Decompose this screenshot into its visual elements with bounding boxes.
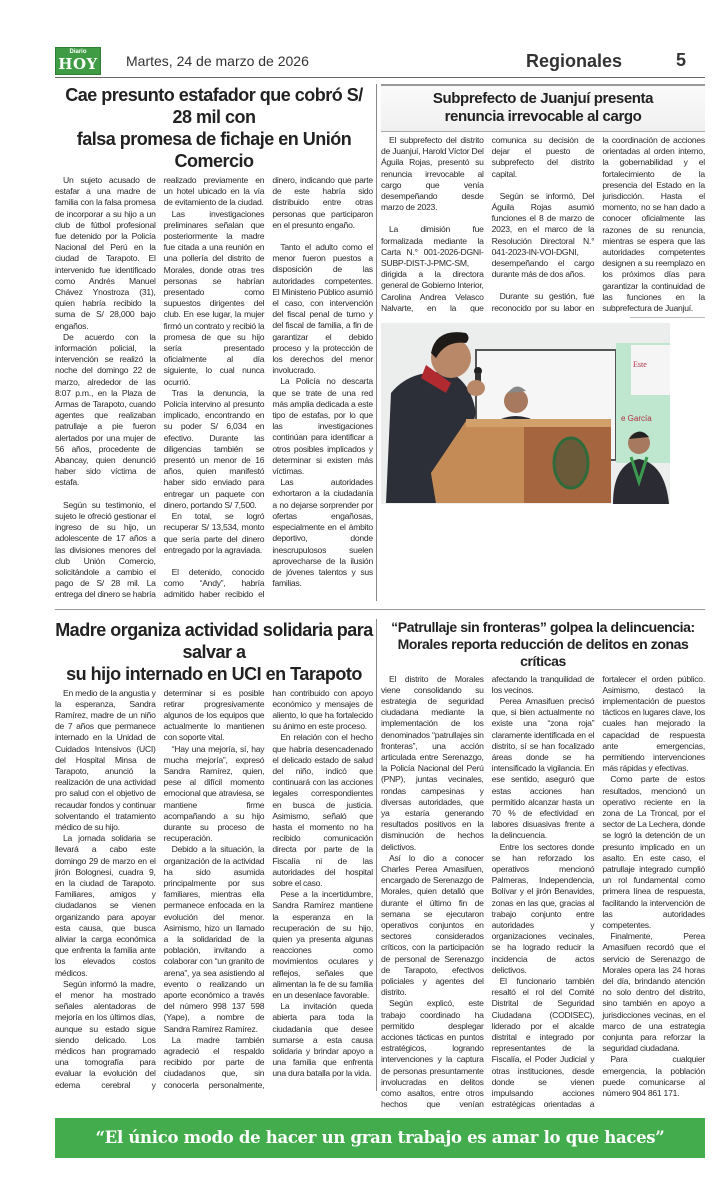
- logo-big-text: HOY: [58, 55, 98, 73]
- article-paragraph: Para cualquier emergencia, la población puede comunicarse al número 904 861 171.: [602, 1054, 705, 1099]
- logo-small-text: Diario: [69, 49, 87, 55]
- article-paragraph: El detenido, conocido como “Andy”, habría admitido haber recibido el dinero, indicando que parte de este habría sido distribuido entre otras personas que participaron en el presunto engaño.: [163, 175, 373, 600]
- quote-banner: “El único modo de hacer un gran trabajo es amar lo que haces”: [55, 1118, 705, 1158]
- article-paragraph: En total, se logró recuperar S/ 13,534, monto que sería parte del dinero entregado por la agraviada.: [163, 511, 265, 555]
- article-patrullaje: [377, 619, 705, 1111]
- article-paragraph: Las investigaciones preliminares señalan que posteriormente la madre fue citada a una reunión en una pollería del distrito de Morales, donde otras tres personas se habrían presentado como supuestos dirigentes del club. En ese lugar, la mujer firmó un contrato y recibió la promesa de que su hijo sería presentado oficialmente al día siguiente, lo cual nunca ocurrió.: [163, 208, 265, 387]
- headline-line: Subprefecto de Juanjuí presenta: [432, 90, 654, 107]
- article-paragraph: Según su testimonio, el sujeto le ofreció gestionar el ingreso de su hijo, un adolescente de 17 años a las divisiones menores del club Unión Comercio, solicitándole a cambio el pago de S/ 28 mil. La entrega del dinero se habría realizado previamente en un hotel ubicado en la vía de evitamiento de la ciudad.: [55, 175, 265, 600]
- section-divider: [55, 609, 705, 610]
- backdrop-text: e García: [621, 414, 652, 424]
- article-paragraph: Entre los sectores donde se han reforzado los operativos mencionó Palmeras, Independencia, Bolívar y el jirón Benavides, zonas en las que, gracias al trabajo conjunto entre autoridades y organizaciones vecinales, se ha logrado reducir la incidencia de actos delictivos.: [491, 841, 595, 975]
- article-body-subprefecto: [381, 135, 705, 314]
- article-body-patrullaje: [381, 674, 705, 1111]
- article-paragraph: Debido a la situación, la organización de la actividad ha sido asumida principalmente por sus familiares, mientras ella permanece enfocada en la evolución del menor. Asimismo, hizo un llamado a la solidaridad de la población, invitando a colaborar con “un granito de arena”, ya sea asistiendo al evento o realizando un aporte económico a través del número 998 137 598 (Yape), a nombre de Sandra Ramírez Ramírez.: [163, 844, 265, 1034]
- top-row: [55, 84, 705, 601]
- issue-date: Martes, 24 de marzo de 2026: [126, 53, 309, 69]
- headline-line: Madre organiza actividad solidaria para salvar a: [55, 619, 373, 662]
- article-paragraph: Según informó la madre, el menor ha mostrado señales alentadoras de mejoría en los últimos días, aunque su estado sigue siendo delicado. Los médicos han programado una tomografía para evaluar la evolución del edema cerebral y determinar si es posible retirar progresivamente algunos de los equipos que actualmente lo mantienen con soporte vital.: [55, 687, 265, 1090]
- article-paragraph: La invitación queda abierta para toda la ciudadanía que desee sumarse a esta causa solidaria y brindar apoyo a una familia que enfrenta una dura batalla por la vida.: [272, 1001, 373, 1079]
- article-headline: [55, 84, 373, 172]
- headline-line: su hijo internado en UCI en Tarapoto: [66, 663, 362, 684]
- article-paragraph: La dimisión fue formalizada mediante la Carta N.° 001-2026-DGNI-SUBP-DIST-J-PMC-SM, dirigida a la directora general de Gobierno Interior, Carolina Andrea Velasco Nalvarte, en la que comunica su decisión de dejar el puesto de subprefecto del distrito capital.: [381, 135, 595, 313]
- article-paragraph: El distrito de Morales viene consolidando su estrategia de seguridad ciudadana mediante la implementación de los denominados “patrullajes sin fronteras”, una acción articulada entre Serenazgo, la Policía Nacional del Perú (PNP), juntas vecinales, rondas campesinas y diversas autoridades, que ya estaría generando resultados positivos en la disminución de hechos delictivos.: [381, 673, 484, 852]
- backdrop-text: Este: [633, 360, 647, 370]
- photo-subprefecto-speech: [381, 323, 670, 504]
- article-paragraph: La jornada solidaria se llevará a cabo este domingo 29 de marzo en el jirón Bolognesi, cuadra 9, en la ciudad de Tarapoto. Familiares, amigos y ciudadanos se vienen organizando para apoyar esta causa, que busca aliviar la carga económica que enfrenta la familia ante los elevados costos médicos.: [55, 833, 156, 978]
- article-paragraph: Según se informó, Del Águila Rojas asumió funciones el 8 de marzo de 2023, en el marco de la Resolución Directoral N.° 041-2023-IN-VOI-DGNI, desempeñando el cargo durante más de dos años.: [491, 190, 595, 280]
- article-headline: [381, 84, 705, 132]
- article-paragraph: El funcionario también resaltó el rol del Comité Distrital de Seguridad Ciudadana (CODISEC), liderado por el alcalde distrital e integrado por representantes de la Fiscalía, el Poder Judicial y otras instituciones, desde donde se vienen impulsando acciones estratégicas orientadas a fortalecer el orden público. Asimismo, destacó la implementación de puestos tácticos en lugares clave, los cuales han mejorado la capacidad de respuesta ante emergencias, permitiendo intervenciones más rápidas y efectivas.: [491, 673, 705, 1110]
- headline-line: “Patrullaje sin fronteras” golpea la delincuencia:: [391, 618, 695, 635]
- article-paragraph: Perea Amasifuen precisó que, si bien actualmente no existe una “zona roja” claramente identificada en el distrito, sí se han focalizado áreas donde se ha intensificado la vigilancia. En ese sentido, aseguró que estas acciones han permitido alcanzar hasta un 70 % de efectividad en labores disuasivas frente a la delincuencia.: [491, 695, 595, 841]
- article-paragraph: “Hay una mejoría, sí, hay mucha mejoría”, expresó Sandra Ramírez, quien, pese al difícil momento emocional que atraviesa, se mantiene firme acompañando a su hijo durante su proceso de recuperación.: [163, 743, 265, 844]
- article-subprefecto: [377, 84, 705, 504]
- headline-line: Cae presunto estafador que cobró S/ 28 mil con: [65, 85, 363, 127]
- article-headline: [55, 619, 373, 685]
- article-body-estafador: [55, 175, 373, 601]
- article-paragraph: El subprefecto del distrito de Juanjuí, Harold Víctor Del Águila Rojas, presentó su renuncia irrevocable al cargo que venía desempeñando desde marzo de 2023.: [381, 135, 484, 213]
- article-paragraph: Pese a la incertidumbre, Sandra Ramírez mantiene la esperanza en la recuperación de su hijo, quien ya presenta algunas reacciones como movimientos oculares y reflejos, señales que alimentan la fe de su familia en un desenlace favorable.: [272, 889, 373, 1000]
- photo-illustration: [381, 323, 670, 504]
- diario-hoy-logo: [55, 47, 101, 75]
- article-estafador: [55, 84, 377, 601]
- article-paragraph: Durante su gestión, fue reconocido por su labor en la coordinación de acciones orientadas al orden interno, la gobernabilidad y el fortalecimiento de la presencia del Estado en la jurisdicción. Hasta el momento, no se han dado a conocer oficialmente las razones de su renuncia, mientras se espera que las autoridades competentes designen a su reemplazo en los próximos días para garantizar la continuidad de las funciones en la subprefectura de Juanjuí.: [491, 135, 705, 314]
- masthead: [55, 47, 705, 78]
- article-paragraph: La Policía no descarta que se trate de una red más amplia dedicada a este tipo de estafas, por lo que las investigaciones continúan para identificar a otros posibles implicados y determinar si existen más víctimas.: [272, 376, 373, 477]
- article-paragraph: En medio de la angustia y la esperanza, Sandra Ramírez, madre de un niño de 7 años que permanece internado en la Unidad de Cuidados Intensivos (UCI) del Hospital Minsa de Tarapoto, anunció la realización de una actividad pro salud con el objetivo de recaudar fondos y continuar solventando el tratamiento médico de su hijo.: [55, 687, 156, 832]
- article-paragraph: Tras la denuncia, la Policía intervino al presunto implicado, encontrando en su poder S/ 6,034 en efectivo. Durante las diligencias también se presentó un menor de 16 años, quien manifestó haber sido enviado para entregar un paquete con dinero, portando S/ 7,500.: [163, 387, 265, 510]
- section-title: Regionales: [526, 51, 623, 71]
- headline-line: falsa promesa de fichaje en Unión Comercio: [76, 129, 352, 171]
- article-madre: [55, 619, 377, 1091]
- article-paragraph: Finalmente, Perea Amasifuen recordó que el servicio de Serenazgo de Morales opera las 24 horas del día, brindando atención no solo dentro del distrito, sino también en apoyo a jurisdicciones vecinas, en el marco de una estrategia conjunta para reforzar la seguridad ciudadana.: [602, 931, 705, 1054]
- article-paragraph: Como parte de estos resultados, mencionó un operativo reciente en la zona de La Troncal, por el sector de La Lechera, donde se logró la detención de un presunto implicado en un asalto. En este caso, el patrullaje integrado cumplió un rol fundamental como primera línea de respuesta, facilitando la intervención de las autoridades competentes.: [602, 774, 705, 930]
- headline-line: renuncia irrevocable al cargo: [444, 108, 642, 125]
- column-end-rule: [630, 317, 705, 318]
- article-paragraph: Un sujeto acusado de estafar a una madre de familia con la falsa promesa de incorporar a su hijo a un club de fútbol profesional fue detenido por la Policía Nacional del Perú en la ciudad de Tarapoto. El intervenido fue identificado como Andrés Manuel Chávez Ynostroza (31), quien habría recibido la suma de S/ 28,000 bajo engaños.: [55, 175, 156, 331]
- article-paragraph: En relación con el hecho que habría desencadenado el delicado estado de salud del niño, indicó que continuará con las acciones legales correspondientes en busca de justicia. Asimismo, señaló que hasta el momento no ha recibido comunicación directa por parte de la Fiscalía ni de las autoridades del hospital sobre el caso.: [272, 732, 373, 888]
- article-paragraph: Tanto el adulto como el menor fueron puestos a disposición de las autoridades competentes. El Ministerio Público asumió el caso, con intervención del fiscal penal de turno y del fiscal de familia, a fin de garantizar el debido proceso y la protección de los derechos del menor involucrado.: [272, 242, 373, 376]
- article-paragraph: Así lo dio a conocer Charles Perea Amasifuen, encargado de Serenazgo de Morales, quien detalló que durante el último fin de semana se ejecutaron operativos conjuntos en sectores considerados críticos, con la participación de personal de Serenazgo de Tarapoto, efectivos policiales y agentes del distrito.: [381, 852, 484, 998]
- article-headline: [381, 619, 705, 670]
- article-body-madre: [55, 688, 373, 1091]
- article-paragraph: Las autoridades exhortaron a la ciudadanía a no dejarse sorprender por ofertas engañosas, especialmente en el ámbito deportivo, donde inescrupulosos suelen aprovecharse de la ilusión de jóvenes talentos y sus familias.: [272, 477, 373, 589]
- bottom-row: [55, 619, 705, 1111]
- headline-line: Morales reporta reducción de delitos en zonas críticas: [397, 635, 689, 669]
- article-paragraph: La madre también agradeció el respaldo recibido por parte de ciudadanos que, sin conocerla personalmente, han contribuido con apoyo económico y mensajes de aliento, lo que ha fortalecido su ánimo en este proceso.: [163, 687, 373, 1090]
- article-paragraph: De acuerdo con la información policial, la intervención se realizó la noche del domingo 22 de marzo, alrededor de las 8:07 p.m., en la Plaza de Armas de Tarapoto, cuando agentes que realizaban patrullaje a pie fueron alertados por una mujer de 56 años, procedente de Abancay, quien denunció haber sido víctima de estafa.: [55, 331, 156, 488]
- article-paragraph: Según explicó, este trabajo coordinado ha permitido desplegar acciones tácticas en puntos estratégicos, logrando intervenciones y la captura de personas presuntamente involucradas en delitos como asaltos, entre otros hechos que venían afectando la tranquilidad de los vecinos.: [381, 673, 595, 1110]
- page-number: 5: [676, 50, 687, 70]
